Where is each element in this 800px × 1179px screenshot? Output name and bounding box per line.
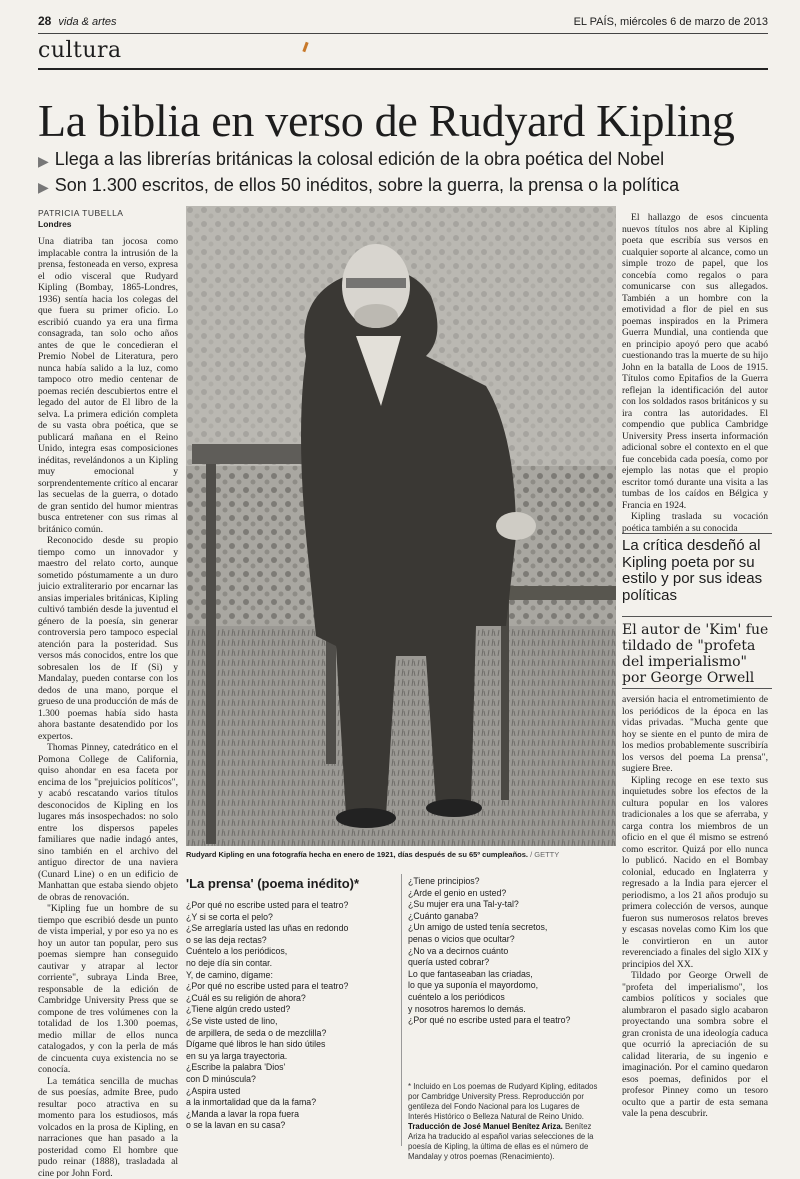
poem-line: ¿Tiene principios? <box>408 876 608 888</box>
paragraph: Kipling traslada su vocación poética también a su conocida <box>622 511 768 534</box>
poem-footnote <box>408 1082 603 1162</box>
poem-line: ¿Cuál es su religión de ahora? <box>186 993 396 1005</box>
poem-line: ¿Escribe la palabra 'Dios' <box>186 1062 396 1074</box>
poem-line: ¿Arde el genio en usted? <box>408 888 608 900</box>
poem-line: con D minúscula? <box>186 1074 396 1086</box>
poem-title: 'La prensa' (poema inédito)* <box>186 876 359 891</box>
pencil-mark-icon <box>302 42 308 52</box>
poem-line: de arpillera, de seda o de mezclilla? <box>186 1028 396 1040</box>
poem-line: o se la lavan en su casa? <box>186 1120 396 1132</box>
poem-line: en su ya larga trayectoria. <box>186 1051 396 1063</box>
poem-line: ¿Tiene algún credo usted? <box>186 1004 396 1016</box>
subhead-text: Llega a las librerías británicas la colosal edición de la obra poética del Nobel <box>55 148 664 170</box>
publication-date: EL PAÍS, miércoles 6 de marzo de 2013 <box>574 16 768 28</box>
pull-quote: La crítica desdeñó al Kipling poeta por su estilo y por sus ideas políticas <box>622 538 772 604</box>
paragraph: El hallazgo de esos cincuenta nuevos títulos nos abre al Kipling poeta que escribía sus versos en cualquier soporte al alcance, como un simple trozo de papel, que los concebía como regalos o para comunicarse con sus allegados. También a un hombre con la emotividad a flor de piel en sus poemas inspirados en la Primera Guerra Mundial, una contienda que en principio apoyó pero que acabó cuestionando tras la muerte de su hijo John en la batalla de Loos de 1915. Títulos como Epitafios de la Guerra reflejan la identificación del autor con los soldados rasos británicos y su ira contra las autoridades. El compendio que publica Cambridge University Press inserta información adicional sobre el contexto en el que fue concebida cada poesía, como por ejemplo las notas que el propio escritor tomó durante una visita a las tumbas de los caídos en Bélgica y Francia en 1924. <box>622 212 768 511</box>
paragraph: Reconocido desde su propio tiempo como un innovador y maestro del relato corto, aunque sometido póstumamente a un duro juicio extraliterario por encarnar las ansias imperiales británicas, Kipling cultivó también desde la juventud el género de la poesía, sin generar controversia pero tampoco especial atención para la posteridad. Sus versos más conocidos, entre los que sobresalen los de If (Si) y Mandalay, pueden contarse con los dedos de una mano, porque el grueso de una producción de más de 1.300 poemas había sido hasta ahora bastante desatendido por los expertos. <box>38 535 178 742</box>
header-rule <box>38 33 768 34</box>
photo-caption <box>186 850 616 859</box>
subhead <box>38 148 783 172</box>
headline: La biblia en verso de Rudyard Kipling <box>38 96 773 146</box>
paragraph: Una diatriba tan jocosa como implacable contra la intrusión de la prensa, festoneada en verso, expresa el odio visceral que Rudyard Kipling (Bombay, 1865-Londres, 1936) sentía hacia los colegas del que fuera su primer oficio. Lo escribió cuando ya era una firma consagrada, tan solo ocho años antes de que le concedieran el Premio Nobel de Literatura, pero nunca había salido a la luz, como tampoco otro medio centenar de poemas recién descubiertos entre el legado del autor de El libro de la selva. La primera edición completa de su vasta obra poética, que se publicará mañana en el Reino Unido, integra esas composiciones inéditas, revelándonos a un Kipling muy emocional y sorprendentemente crítico al encarar las secuelas de la guerra, o dotado de gran sentido del humor mientras busca entretener con sus rimas al británico común. <box>38 236 178 535</box>
poem-line: cuéntelo a los periódicos <box>408 992 608 1004</box>
footnote-translation: Traducción de José Manuel Benítez Ariza. <box>408 1122 563 1131</box>
paragraph: Kipling recoge en ese texto sus inquietudes sobre los efectos de la cultura popular en los valores tradicionales a los que se aferraba, y carga contra los miembros de un oficio en el que él mismo se estrenó como escritor. Quizá por ello nunca lo publicó. Nacido en el Bombay colonial, educado en Inglaterra y regresado a la India para ejercer el periodismo, a los 21 años produjo su primera colección de versos, aunque fueron sus numerosos relatos breves y escasas novelas como Kim los que le convirtieron en un autor reverenciado a finales del siglo XIX y principios del XX. <box>622 775 768 971</box>
paragraph: aversión hacia el entrometimiento de los periódicos de la época en las vidas privadas. "Mucha gente que hoy se siente en el punto de mira de los medios probablemente suscribiría los versos del poema La prensa", sugiere Bree. <box>622 694 768 775</box>
poem-line: a la inmortalidad que da la fama? <box>186 1097 396 1109</box>
byline: PATRICIA TUBELLA <box>38 208 123 218</box>
poem-line: Cuéntelo a los periódicos, <box>186 946 396 958</box>
poem-box <box>186 870 606 1150</box>
paragraph: "Kipling fue un hombre de su tiempo que escribió desde un punto de vista imperial, y por eso ya no es hoy un autor tan popular, pero sus poemas siempre han conseguido cautivar y atrapar al lector corriente", subraya Linda Bree, responsable de la edición de Cambridge University Press que se compone de tres volúmenes con la totalidad de los 1.300 poemas, medio millar de ellos nunca catalogados, y con la perla de más de cincuenta cuya existencia no se conocía. <box>38 903 178 1076</box>
poem-line: ¿Por qué no escribe usted para el teatro? <box>186 981 396 993</box>
article-column-right-top <box>622 212 768 530</box>
poem-line: ¿Manda a lavar la ropa fuera <box>186 1109 396 1121</box>
poem-line: penas o vicios que ocultar? <box>408 934 608 946</box>
photo-credit: / GETTY <box>530 850 559 859</box>
footnote-text: * Incluido en Los poemas de Rudyard Kipling, editados por Cambridge University Press. Reproducción por gentileza del Fondo Nacional para los Lugares de Interés Histórico o Belleza Natural de Reino Unido. <box>408 1082 597 1121</box>
poem-line: Y, de camino, dígame: <box>186 970 396 982</box>
section-name: cultura <box>38 38 122 63</box>
supplement-name: vida & artes <box>58 16 116 28</box>
poem-line: ¿Su mujer era una Tal-y-tal? <box>408 899 608 911</box>
article-column-left <box>38 236 178 1141</box>
subhead <box>38 174 783 198</box>
poem-line: Lo que fantaseaban las criadas, <box>408 969 608 981</box>
poem-verses-left <box>186 900 396 1132</box>
poem-line: ¿Por qué no escribe usted para el teatro? <box>186 900 396 912</box>
poem-line: ¿Un amigo de usted tenía secretos, <box>408 922 608 934</box>
section-rule <box>38 68 768 70</box>
triangle-bullet-icon: ▶ <box>38 176 49 198</box>
pull-quote-rule <box>622 616 772 617</box>
page-header-left <box>38 14 117 28</box>
caption-text: Rudyard Kipling en una fotografía hecha en enero de 1921, días después de su 65º cumpleaños. <box>186 850 528 859</box>
subheads <box>38 148 783 200</box>
triangle-bullet-icon: ▶ <box>38 150 49 172</box>
poem-line: no deje día sin contar. <box>186 958 396 970</box>
page-number: 28 <box>38 14 51 28</box>
poem-line: lo que ya suponía el mayordomo, <box>408 980 608 992</box>
pull-quote-rule <box>622 533 772 534</box>
poem-line: ¿Por qué no escribe usted para el teatro? <box>408 1015 608 1027</box>
article-column-right-bottom <box>622 694 768 1149</box>
poem-line: ¿Aspira usted <box>186 1086 396 1098</box>
page-header <box>38 14 768 32</box>
poem-line: ¿Cuánto ganaba? <box>408 911 608 923</box>
pull-quote: El autor de 'Kim' fue tildado de "profeta del imperialismo" por George Orwell <box>622 622 772 686</box>
poem-line: y nosotros haremos lo demás. <box>408 1004 608 1016</box>
portrait-illustration <box>186 206 616 846</box>
poem-divider <box>401 874 402 1146</box>
footnote-text: Benítez Ariza ha traducido al español varias selecciones de la poesía de Kipling, la última de ellas es el número de Mandalay y otros poemas (Renacimiento). <box>408 1122 594 1161</box>
pull-quote-rule <box>622 688 772 689</box>
kipling-photo <box>186 206 616 846</box>
poem-line: ¿Se viste usted de lino, <box>186 1016 396 1028</box>
poem-line: o se las deja rectas? <box>186 935 396 947</box>
poem-line: ¿No va a decirnos cuánto <box>408 946 608 958</box>
dateline: Londres <box>38 219 72 229</box>
poem-line: ¿Se arreglaría usted las uñas en redondo <box>186 923 396 935</box>
poem-line: Dígame qué libros le han sido útiles <box>186 1039 396 1051</box>
paragraph: Thomas Pinney, catedrático en el Pomona College de California, quiso ahondar en esa faceta por encima de los "prejuicios políticos", y acabó rescatando varios títulos desconocidos de Kipling en los lugares más insospechados: no solo entre los dispersos papeles familiares que nadie indagó antes, sino también en el archivo del antiguo director de una naviera (Cunard Line) o en un edificio de Manhattan que estaba siendo objeto de obras de renovación. <box>38 742 178 903</box>
paragraph: Tildado por George Orwell de "profeta del imperialismo", los cambios políticos y sociales que alumbraron el pasado siglo acabaron proyectando una sombra sobre el gran cronista de una ideología caduca que ocurrió la apreciación de su calidad literaria, de su ingenio e imaginación. Por el camino quedaron esos poemas, definidos por el profesor Pinney como un tesoro oculto que a partir de esta semana vale la pena descubrir. <box>622 970 768 1120</box>
poem-line: quería usted cobrar? <box>408 957 608 969</box>
subhead-text: Son 1.300 escritos, de ellos 50 inéditos, sobre la guerra, la prensa o la política <box>55 174 679 196</box>
paragraph: La temática sencilla de muchas de sus poesías, admite Bree, pudo resultar poco atractiva en su momento para los estudiosos, más volcados en la prosa de Kipling, en narraciones que han pasado a la posteridad como El hombre que pudo reinar (1888), trasladada al cine por John Ford. <box>38 1076 178 1179</box>
poem-line: ¿Y si se corta el pelo? <box>186 912 396 924</box>
poem-verses-right <box>408 876 608 1027</box>
